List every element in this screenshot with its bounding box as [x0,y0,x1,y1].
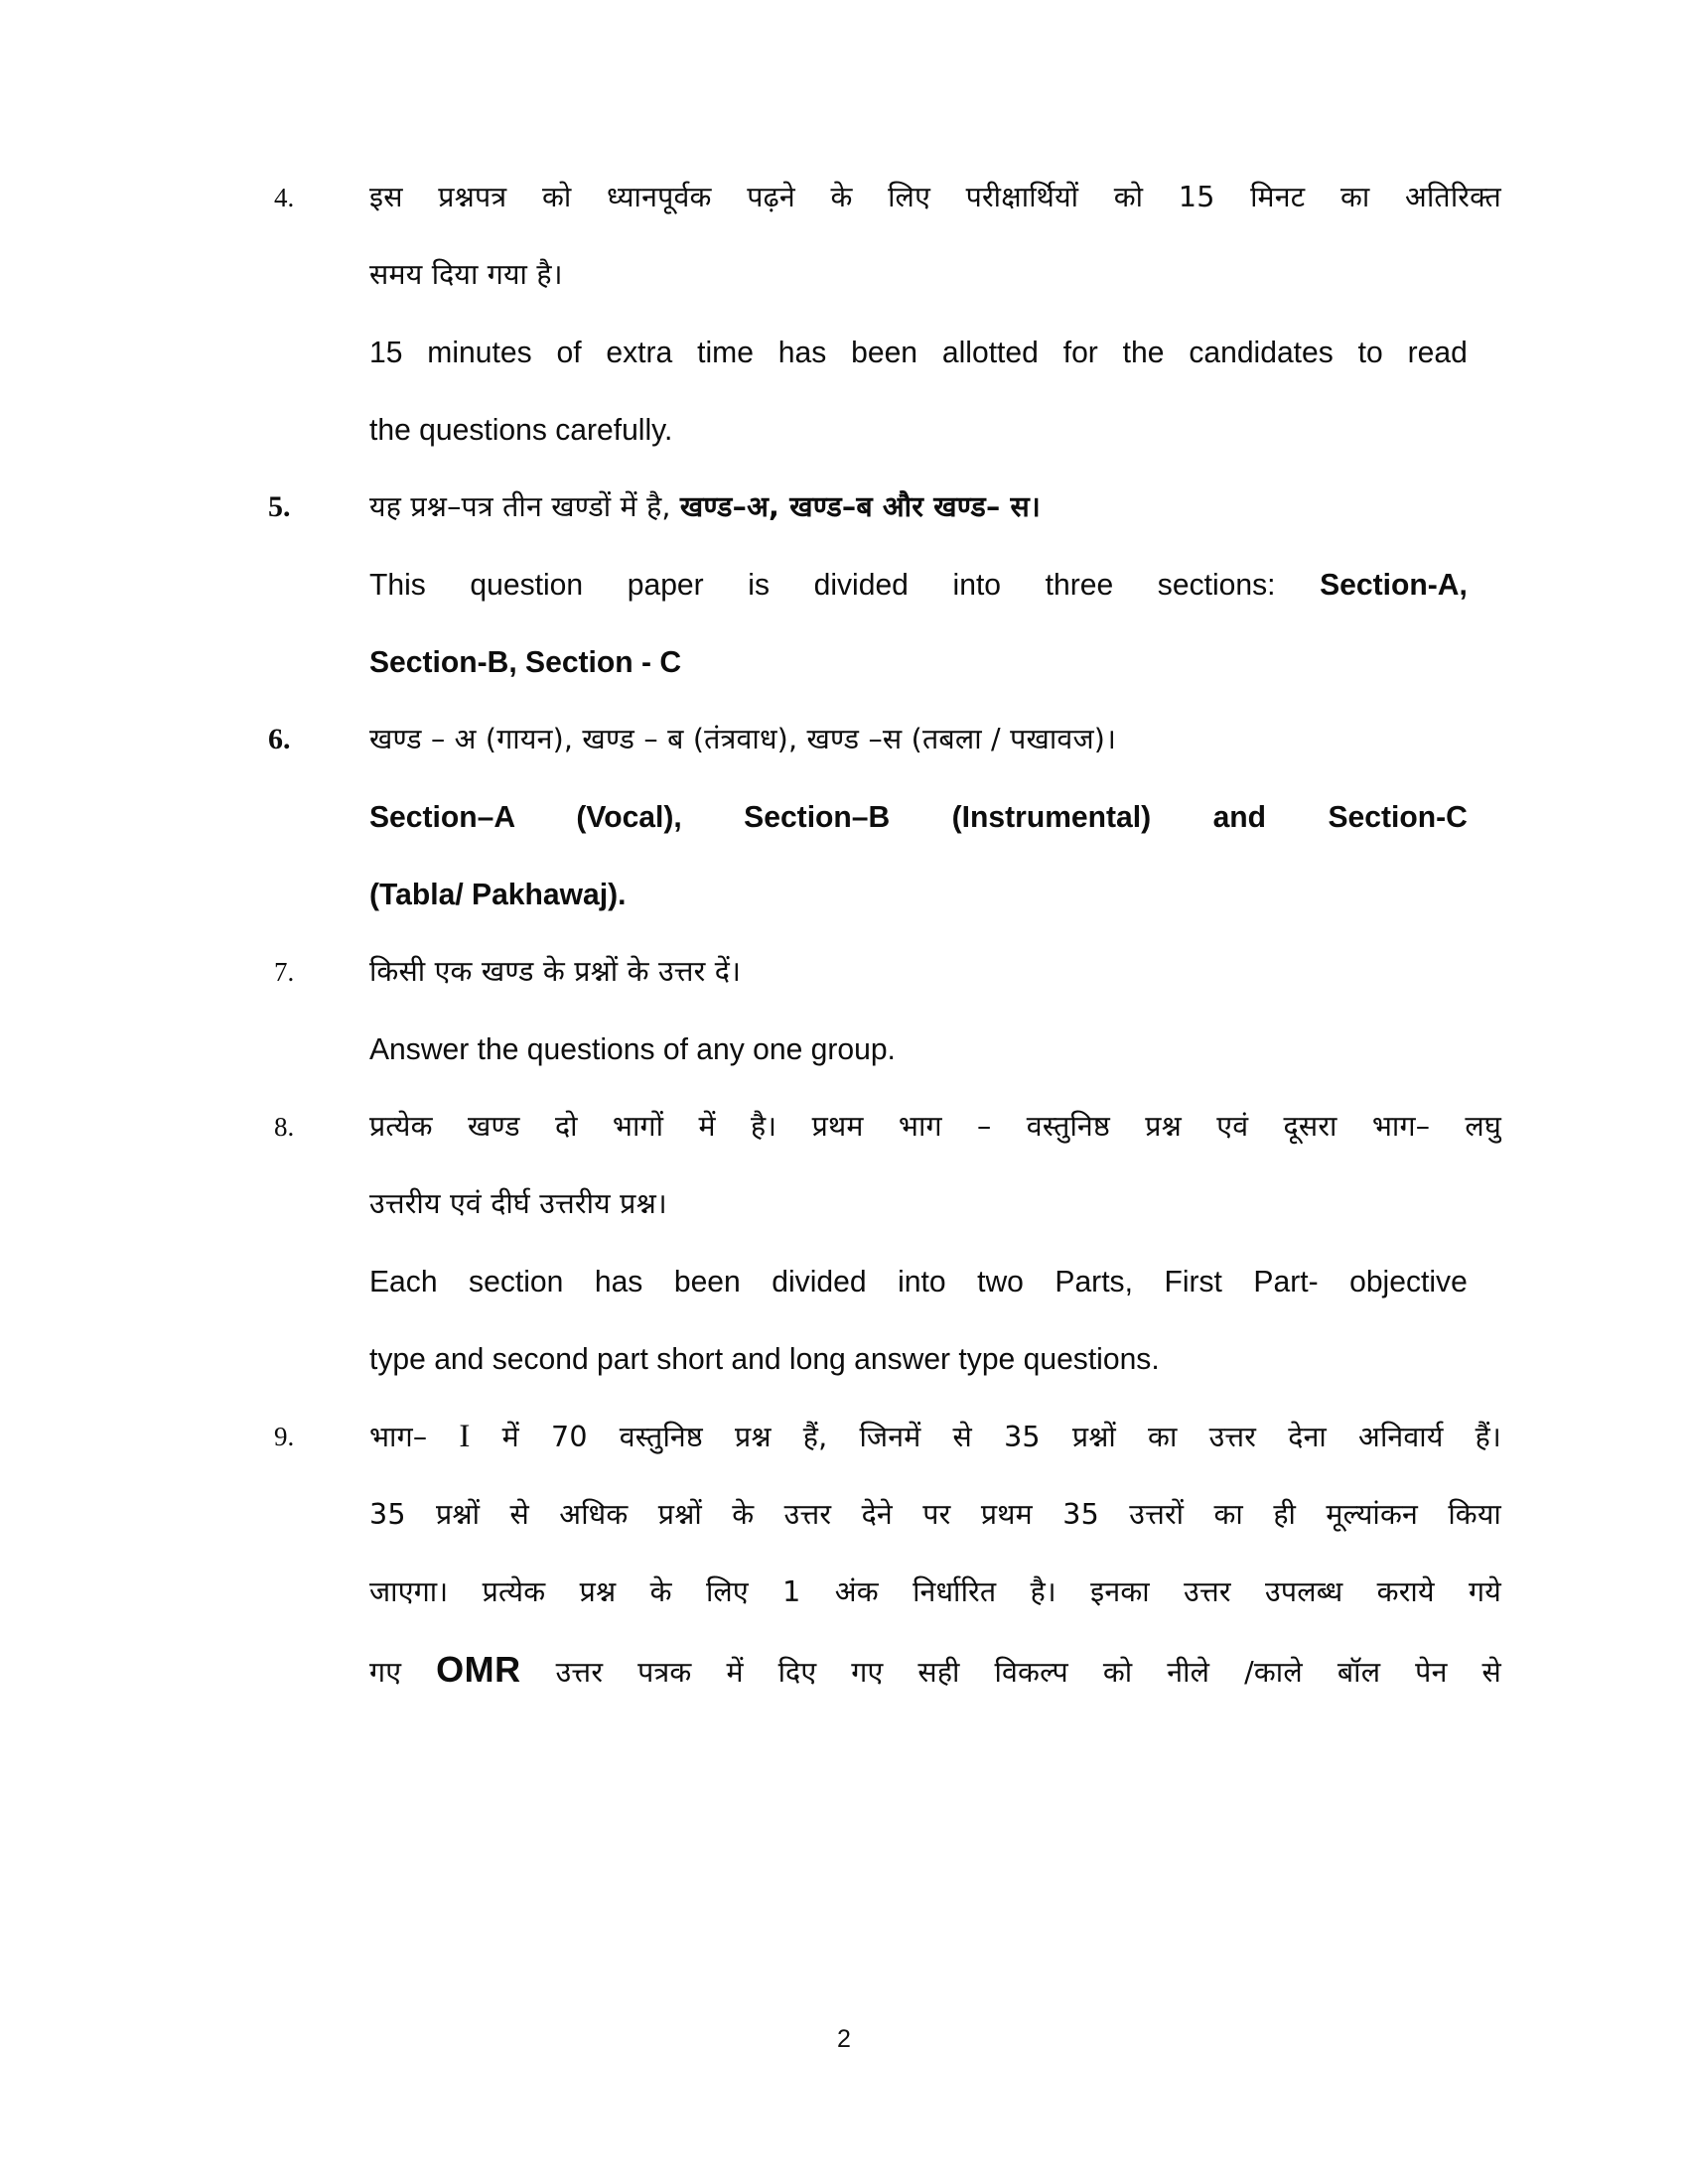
instruction-item-8 [260,1088,1501,1398]
instruction-6-english-line2: (Tabla/ Pakhawaj). [369,877,627,911]
instruction-8-english-line1: Each section has been divided into two Parts, First Part- objective [369,1264,1468,1298]
instruction-5-english-line1 [369,546,1468,623]
instruction-number-4: 4. [274,183,295,212]
instruction-9-hindi-line4-b: उत्तर पत्रक में दिए गए सही विकल्प को नीले /काले बॉल पेन से [520,1656,1501,1689]
instruction-5-english [369,546,1468,701]
instruction-body-8 [369,1088,1501,1398]
instruction-item-9 [260,1398,1501,1711]
instruction-4-english-line2: the questions carefully. [369,412,673,447]
instruction-number-8: 8. [274,1112,295,1142]
instruction-8-hindi-line1: प्रत्येक खण्ड दो भागों में है। प्रथम भाग – वस्तुनिष्ठ प्रश्न एवं दूसरा भाग– लघु [369,1110,1501,1143]
instruction-9-hindi-line1-b: में 70 वस्तुनिष्ठ प्रश्न हैं, जिनमें से 35 प्रश्नों का उत्तर देना अनिवार्य हैं। [470,1421,1501,1453]
instruction-5-hindi-plain: यह प्रश्न–पत्र तीन खण्डों में है, [369,490,680,523]
instruction-body-7 [369,933,1501,1088]
instruction-7-english: Answer the questions of any one group. [369,1031,896,1066]
instruction-9-hindi-line4-a: गए [369,1656,437,1689]
instruction-4-english [369,314,1468,469]
instruction-4-hindi-line1: इस प्रश्नपत्र को ध्यानपूर्वक पढ़ने के लिए परीक्षार्थियों को 15 मिनट का अतिरिक्त [369,181,1501,213]
instruction-4-hindi [369,159,1501,314]
instruction-9-hindi [369,1398,1501,1711]
instruction-body-9 [369,1398,1501,1711]
instruction-9-hindi-line1 [369,1398,1501,1476]
instructions-list [260,159,1501,1711]
instruction-9-hindi-line4 [369,1631,1501,1711]
instruction-number-9: 9. [274,1422,295,1451]
instruction-5-english-plain: This question paper is divided into three sections: [369,567,1321,602]
instruction-9-hindi-line1-a: भाग– [369,1421,460,1453]
instruction-number-5: 5. [268,490,291,523]
instruction-5-english-bold-2: Section-B, Section - C [369,644,682,679]
instruction-item-5 [260,469,1501,701]
instruction-8-english [369,1243,1468,1398]
page-number: 2 [837,2025,851,2053]
instruction-6-hindi: खण्ड – अ (गायन), खण्ड – ब (तंत्रवाध), खण्ड –स (तबला / पखावज)। [369,723,1117,755]
instruction-8-english-line2: type and second part short and long answer type questions. [369,1341,1160,1376]
instruction-body-6 [369,701,1501,933]
instruction-body-5 [369,469,1501,701]
instruction-number-7: 7. [274,957,295,987]
instruction-8-hindi [369,1088,1501,1243]
instruction-4-hindi-line2: समय दिया गया है। [369,258,563,291]
instruction-9-hindi-line3: जाएगा। प्रत्येक प्रश्न के लिए 1 अंक निर्धारित है। इनका उत्तर उपलब्ध कराये गये [369,1575,1501,1608]
instruction-5-hindi [369,469,1501,546]
instruction-6-english-line1: Section–A (Vocal), Section–B (Instrumental) and Section-C [369,799,1468,834]
omr-label: OMR [436,1649,521,1690]
instruction-item-4 [260,159,1501,469]
instruction-number-6: 6. [268,723,291,755]
instruction-7-hindi: किसी एक खण्ड के प्रश्नों के उत्तर दें। [369,955,742,988]
instruction-6-english [369,778,1468,933]
instruction-5-english-bold-1: Section-A, [1320,567,1468,602]
instruction-body-4 [369,159,1501,469]
instruction-9-part-roman-numeral: I [459,1419,471,1454]
instruction-4-english-line1: 15 minutes of extra time has been allotted for the candidates to read [369,335,1468,369]
instruction-8-hindi-line2: उत्तरीय एवं दीर्घ उत्तरीय प्रश्न। [369,1187,667,1220]
instruction-5-hindi-bold: खण्ड–अ, खण्ड–ब और खण्ड– स। [679,490,1042,523]
instruction-item-7 [260,933,1501,1088]
instruction-item-6 [260,701,1501,933]
instruction-9-hindi-line2: 35 प्रश्नों से अधिक प्रश्नों के उत्तर देने पर प्रथम 35 उत्तरों का ही मूल्यांकन किया [369,1498,1501,1531]
